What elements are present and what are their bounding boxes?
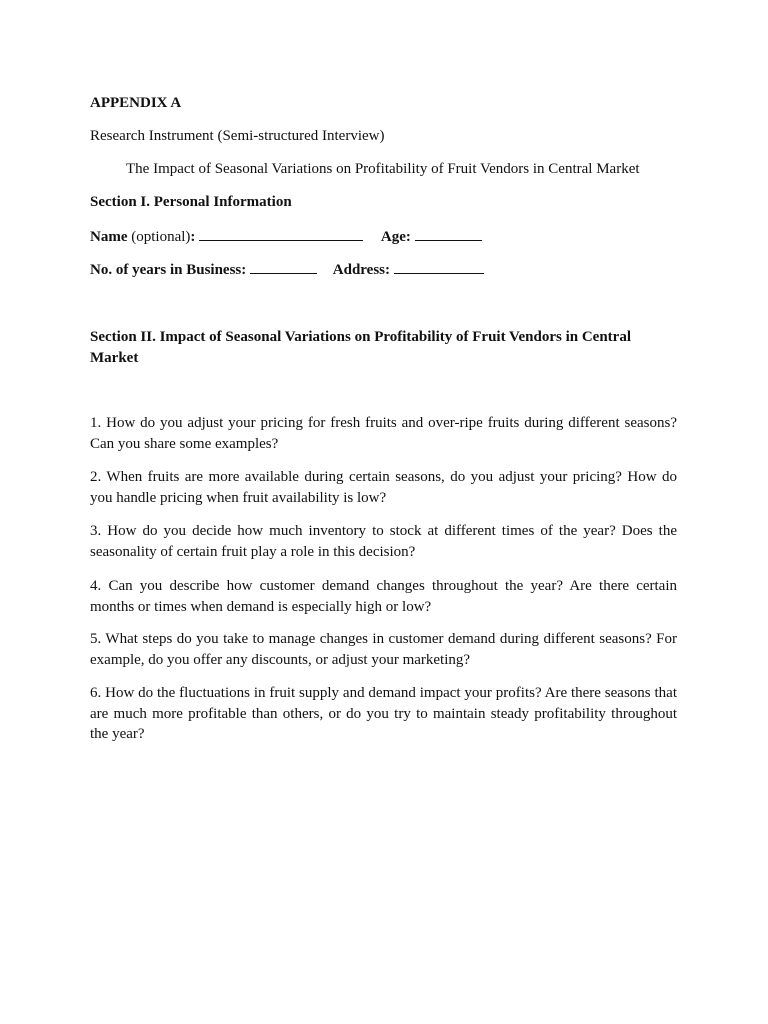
question-5: 5. What steps do you take to manage changes in customer demand during different seasons? For example, do you offer any discounts, or adjust your marketing? bbox=[90, 631, 677, 668]
name-label: Name bbox=[90, 229, 128, 245]
age-blank-field[interactable] bbox=[415, 226, 482, 241]
years-label: No. of years in Business: bbox=[90, 262, 247, 278]
question-1: 1. How do you adjust your pricing for fresh fruits and over-ripe fruits during different seasons? Can you share some examples? bbox=[90, 415, 677, 452]
years-address-row bbox=[90, 259, 484, 280]
address-blank-field[interactable] bbox=[394, 259, 484, 274]
appendix-title: APPENDIX A bbox=[90, 95, 182, 111]
name-blank-field[interactable] bbox=[199, 226, 363, 241]
years-blank-field[interactable] bbox=[250, 259, 317, 274]
name-age-row bbox=[90, 226, 482, 247]
question-2: 2. When fruits are more available during certain seasons, do you adjust your pricing? How do you handle pricing when fruit availability is low? bbox=[90, 469, 677, 506]
instrument-label: Research Instrument (Semi-structured Interview) bbox=[90, 128, 385, 144]
name-optional-note: (optional) bbox=[127, 229, 191, 245]
question-6: 6. How do the fluctuations in fruit supply and demand impact your profits? Are there seasons that are much more profitable than others, or do you try to maintain steady profitability throughout the year? bbox=[90, 685, 677, 742]
study-title: The Impact of Seasonal Variations on Profitability of Fruit Vendors in Central Market bbox=[126, 161, 640, 177]
question-3: 3. How do you decide how much inventory to stock at different times of the year? Does the seasonality of certain fruit play a role in this decision? bbox=[90, 523, 677, 560]
question-4: 4. Can you describe how customer demand changes throughout the year? Are there certain months or times when demand is especially high or low? bbox=[90, 578, 677, 615]
address-label: Address: bbox=[332, 262, 390, 278]
name-colon: : bbox=[190, 229, 196, 245]
age-label: Age: bbox=[380, 229, 411, 245]
section2-heading: Section II. Impact of Seasonal Variations on Profitability of Fruit Vendors in Central Market bbox=[90, 329, 632, 366]
section1-heading: Section I. Personal Information bbox=[90, 194, 292, 210]
